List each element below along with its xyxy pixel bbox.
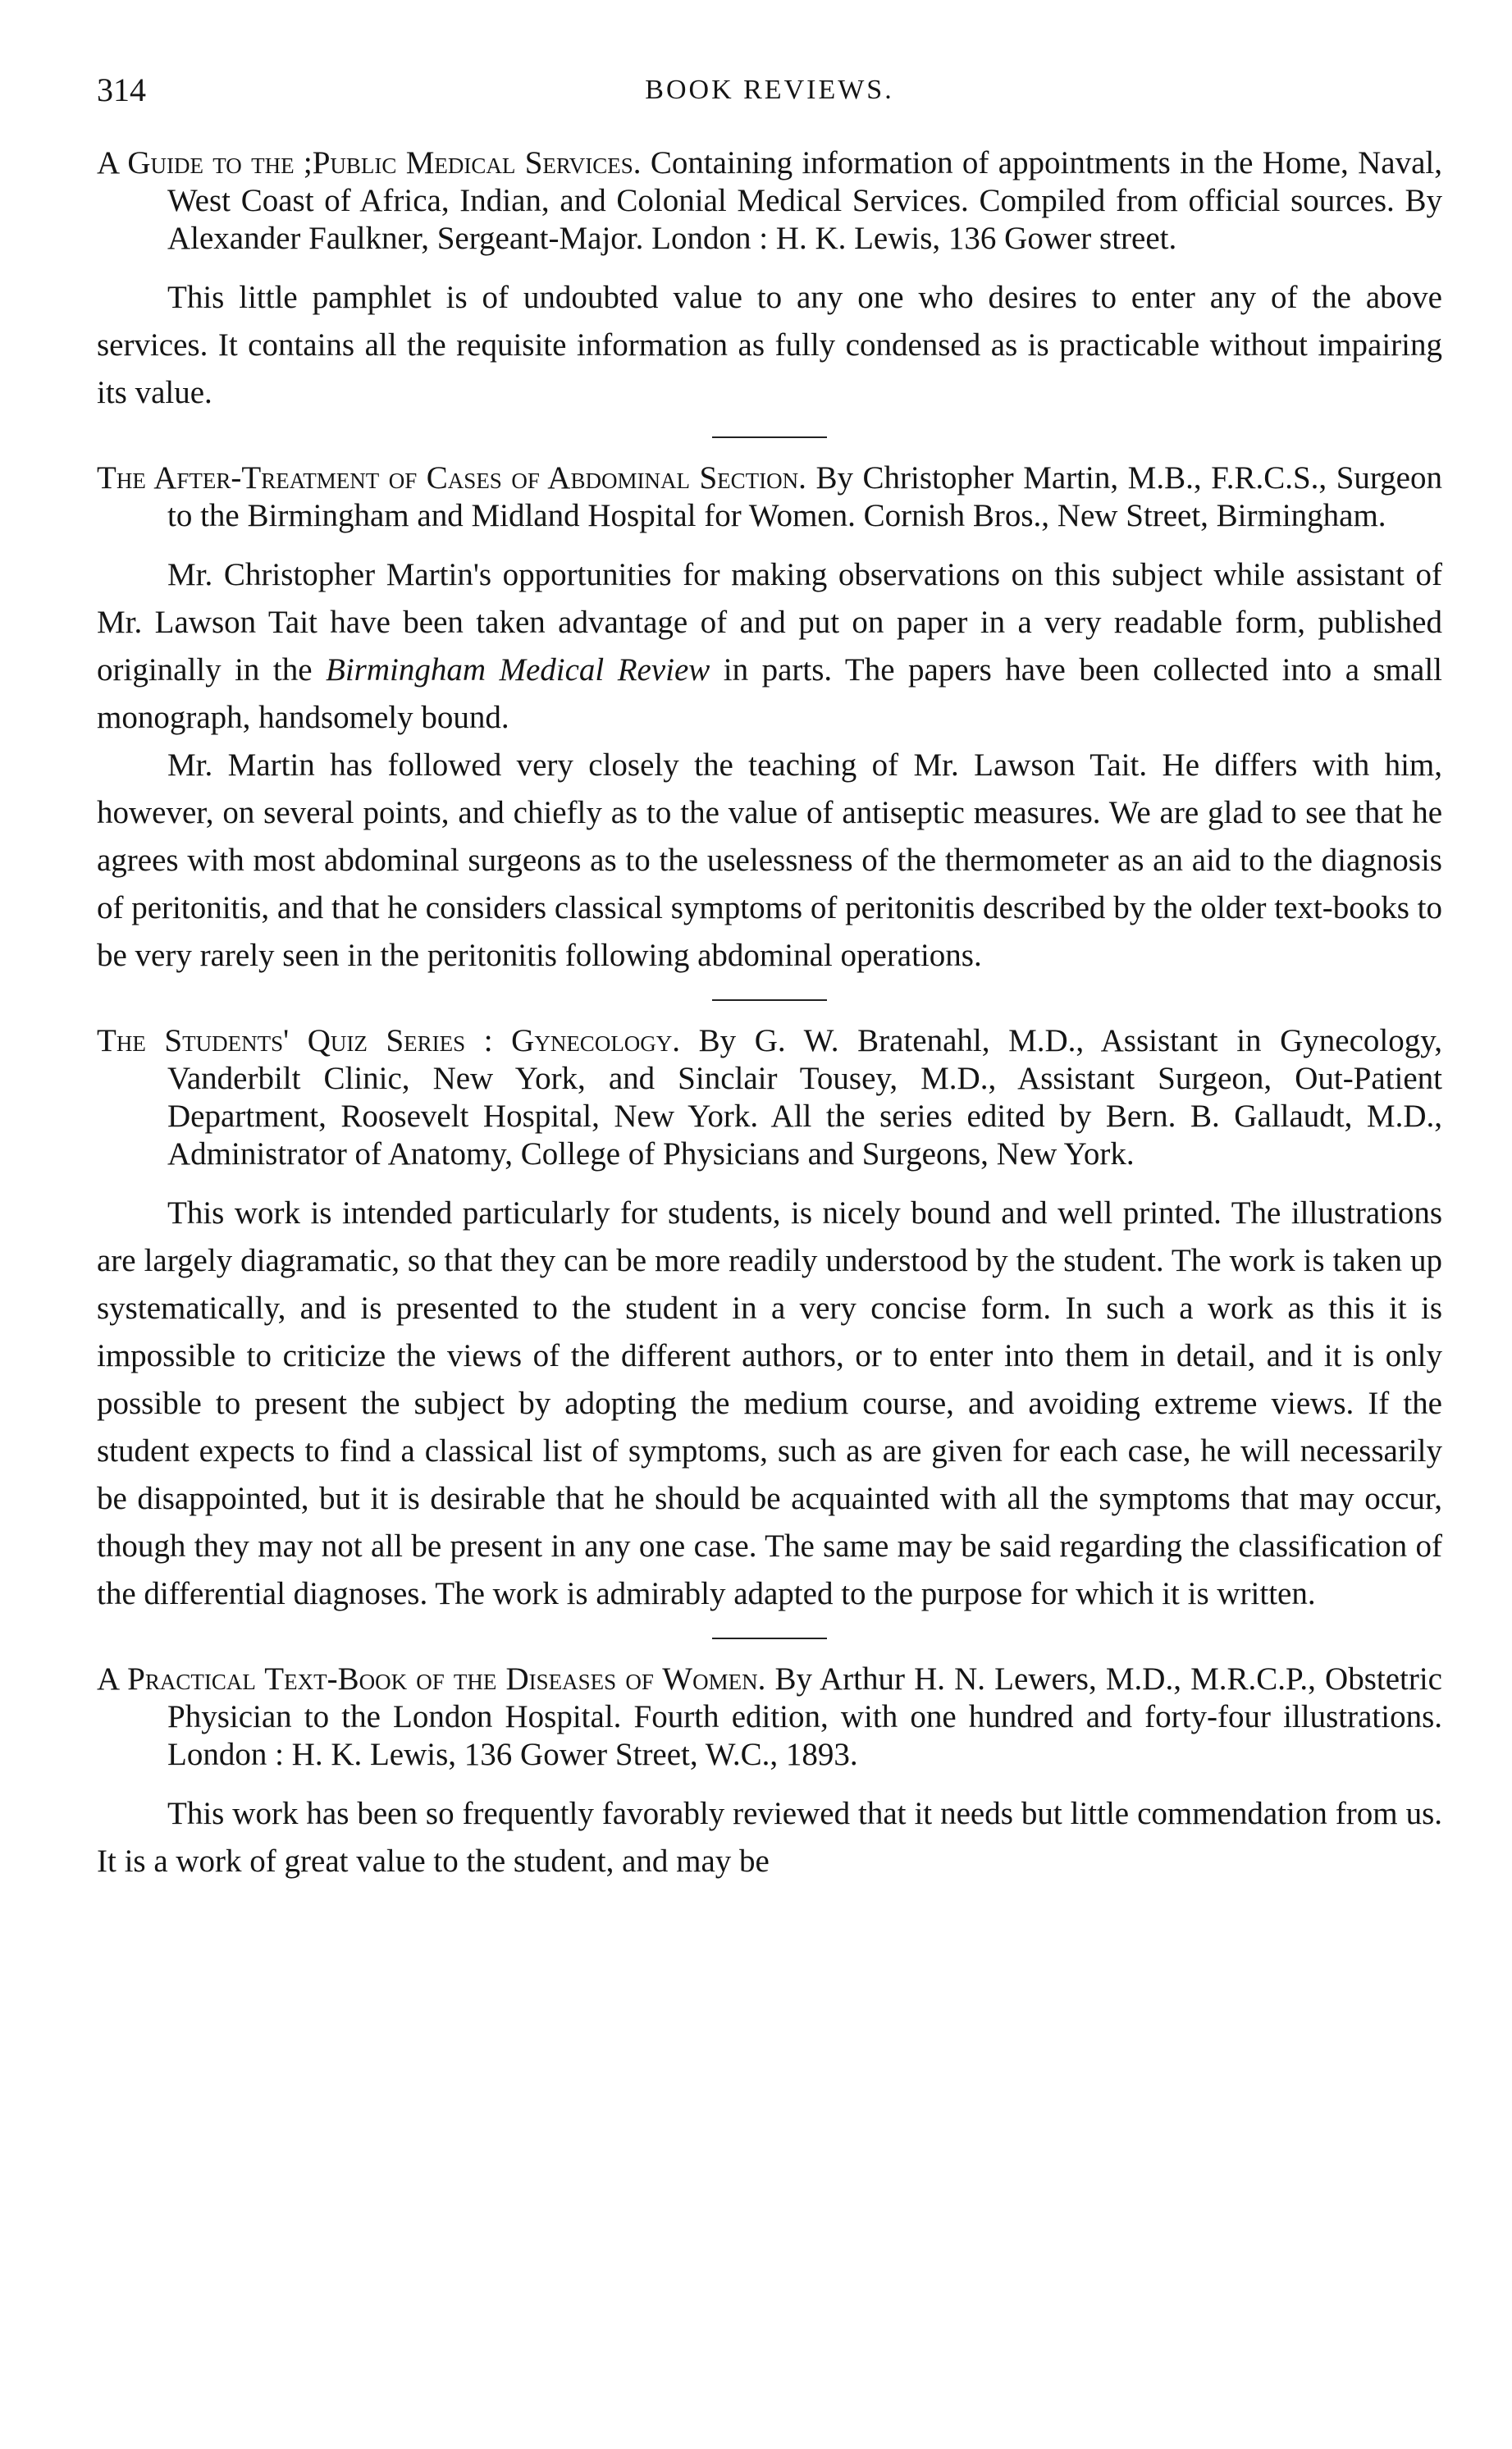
review-citation xyxy=(97,459,1442,535)
review-text: Mr. Christopher Martin's opportunities for making observations on this subject while assistant of Mr. Lawson Tait have been taken advantage of and put on paper in a very readable form, published originally in the xyxy=(97,557,1442,688)
section-divider xyxy=(712,436,827,438)
review-paragraph: This work is intended particularly for students, is nicely bound and well printed. The illustrations are largely diagramatic, so that they can be more readily understood by the student. The work is taken up systematically, and is presented to the student in a very concise form. In such a work as this it is impossible to criticize the views of the different authors, or to enter into them in detail, and it is only possible to present the subject by adopting the medium course, and avoiding extreme views. If the student expects to find a classical list of symptoms, such as are given for each case, he will necessarily be disappointed, but it is desirable that he should be acquainted with all the symptoms that may occur, though they may not all be present in any one case. The same may be said regarding the classification of the differential diagnoses. The work is admirably adapted to the purpose for which it is written. xyxy=(97,1195,1442,1611)
review-paragraph: This little pamphlet is of undoubted value to any one who desires to enter any of the above services. It contains all the requisite information as fully condensed as is practicable without impairing its value. xyxy=(97,280,1442,410)
book-details: By G. W. Bratenahl, M.D., Assistant in Gynecology, Vanderbilt Clinic, New York, and Sinclair Tousey, M.D., Assistant Surgeon, Out-Patient Department, Roosevelt Hospital, New York. All the series edited by Bern. B. Gallaudt, M.D., Administrator of Anatomy, College of Physicians and Surgeons, New York. xyxy=(167,1023,1442,1172)
book-reviews-page xyxy=(97,66,1442,1885)
review-citation xyxy=(97,1661,1442,1774)
section-divider xyxy=(712,1638,827,1639)
running-head: BOOK REVIEWS. xyxy=(645,75,894,105)
review-quiz-series-gynecology xyxy=(97,1022,1442,1618)
journal-title: Birmingham Medical Review xyxy=(326,652,710,688)
book-title: A Guide to the ;Public Medical Services. xyxy=(97,145,642,180)
section-divider xyxy=(712,999,827,1001)
review-diseases-of-women xyxy=(97,1661,1442,1885)
book-title: The Students' Quiz Series : Gynecology. xyxy=(97,1023,681,1058)
review-paragraph: This work has been so frequently favorably reviewed that it needs but little commendation from us. It is a work of great value to the student, and may be xyxy=(97,1796,1442,1879)
review-abdominal-section xyxy=(97,459,1442,980)
review-text: in parts. The papers have been collected into a small monograph, handsomely bound. xyxy=(97,652,1443,735)
book-title: A Practical Text-Book of the Diseases of Women. xyxy=(97,1661,766,1697)
review-paragraph xyxy=(97,551,1442,742)
page-number: 314 xyxy=(97,71,146,108)
book-title: The After-Treatment of Cases of Abdominal Section. xyxy=(97,460,806,496)
review-citation xyxy=(97,1022,1442,1173)
review-citation xyxy=(97,144,1442,258)
book-details: By Arthur H. N. Lewers, M.D., M.R.C.P., Obstetric Physician to the London Hospital. Fourth edition, with one hundred and forty-four illustrations. London : H. K. Lewis, 136 Gower Street, W.C., 1893. xyxy=(167,1661,1442,1772)
book-details: By Christopher Martin, M.B., F.R.C.S., Surgeon to the Birmingham and Midland Hospital for Women. Cornish Bros., New Street, Birmingham. xyxy=(167,460,1442,533)
review-paragraph: Mr. Martin has followed very closely the teaching of Mr. Lawson Tait. He differs with him, however, on several points, and chiefly as to the value of antiseptic measures. We are glad to see that he agrees with most abdominal surgeons as to the uselessness of the thermometer as an aid to the diagnosis of peritonitis, and that he considers classical symptoms of peritonitis described by the older text-books to be very rarely seen in the peritonitis following abdominal operations. xyxy=(97,747,1442,973)
page-header xyxy=(97,66,1442,123)
book-details: Containing information of appointments in the Home, Naval, West Coast of Africa, Indian, and Colonial Medical Services. Compiled from official sources. By Alexander Faulkner, Sergeant-Major. London : H. K. Lewis, 136 Gower street. xyxy=(167,145,1442,256)
review-public-medical-services xyxy=(97,144,1442,417)
